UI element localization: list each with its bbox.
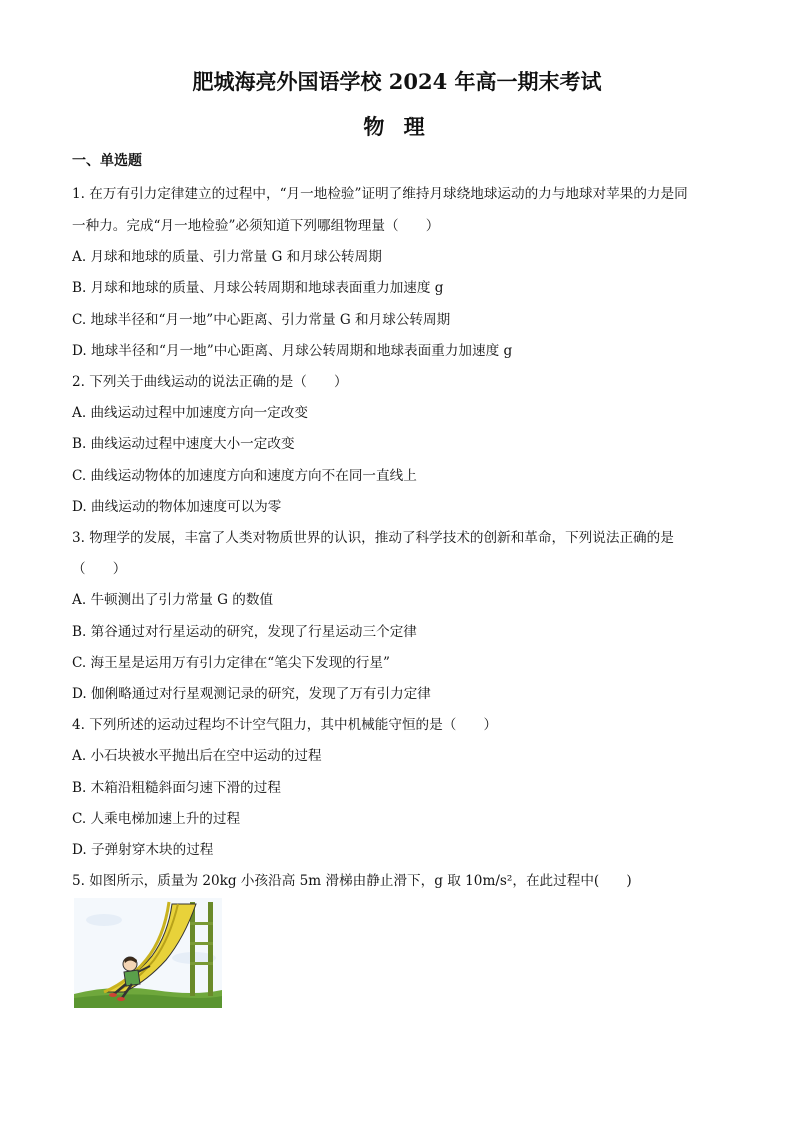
question-5-stem-line-1: 5. 如图所示，质量为 20kg 小孩沿高 5m 滑梯由静止滑下，g 取 10m/s²，在此过程中( ) [72,873,632,889]
exam-title: 肥城海亮外国语学校 2024 年高一期末考试 [192,69,602,94]
slide-illustration [74,898,222,1008]
question-2-option-a: A. 曲线运动过程中加速度方向一定改变 [72,405,308,421]
question-1-option-a: A. 月球和地球的质量、引力常量 G 和月球公转周期 [72,249,382,265]
question-2-option-d: D. 曲线运动的物体加速度可以为零 [72,499,282,515]
question-2-stem-line-1: 2. 下列关于曲线运动的说法正确的是（ ） [72,374,348,390]
question-1-option-c: C. 地球半径和“月一地”中心距离、引力常量 G 和月球公转周期 [72,312,451,328]
question-4-option-c: C. 人乘电梯加速上升的过程 [72,811,241,827]
question-1-stem-line-2: 一种力。完成“月一地检验”必须知道下列哪组物理量（ ） [72,218,440,234]
question-1-option-d: D. 地球半径和“月一地”中心距离、月球公转周期和地球表面重力加速度 g [72,343,513,359]
question-1-option-b: B. 月球和地球的质量、月球公转周期和地球表面重力加速度 g [72,280,444,296]
question-2-option-c: C. 曲线运动物体的加速度方向和速度方向不在同一直线上 [72,468,417,484]
question-3-option-a: A. 牛顿测出了引力常量 G 的数值 [72,592,274,608]
question-3-stem-line-1: 3. 物理学的发展，丰富了人类对物质世界的认识，推动了科学技术的创新和革命，下列说法正确的是 [72,530,674,546]
question-4-option-d: D. 子弹射穿木块的过程 [72,842,214,858]
question-4-option-a: A. 小石块被水平抛出后在空中运动的过程 [72,748,322,764]
question-2-option-b: B. 曲线运动过程中速度大小一定改变 [72,436,295,452]
exam-subject: 物 理 [363,114,431,139]
question-3-option-c: C. 海王星是运用万有引力定律在“笔尖下发现的行星” [72,655,390,671]
question-1-stem-line-1: 1. 在万有引力定律建立的过程中，“月一地检验”证明了维持月球绕地球运动的力与地球对苹果的力是同 [72,186,688,202]
section-heading: 一、单选题 [72,153,142,169]
question-3-option-d: D. 伽俐略通过对行星观测记录的研究，发现了万有引力定律 [72,686,431,702]
question-3-stem-line-2: （ ） [72,561,127,577]
question-4-option-b: B. 木箱沿粗糙斜面匀速下滑的过程 [72,780,281,796]
question-3-option-b: B. 第谷通过对行星运动的研究，发现了行星运动三个定律 [72,624,417,640]
question-4-stem-line-1: 4. 下列所述的运动过程均不计空气阻力，其中机械能守恒的是（ ） [72,717,498,733]
